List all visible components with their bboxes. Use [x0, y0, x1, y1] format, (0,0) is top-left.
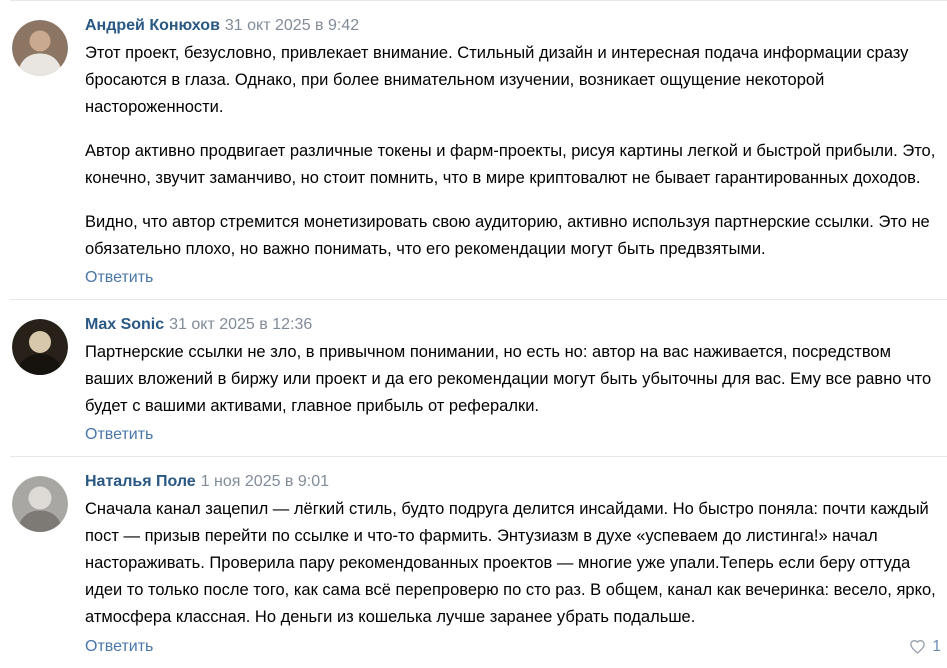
avatar-photo-placeholder	[12, 476, 68, 532]
comment-paragraph: Видно, что автор стремится монетизировать свою аудиторию, активно используя партнерские ссылки. Это не обязательно плохо, но важно понимать, что его рекомендации могут быть предвзятыми.	[85, 213, 930, 258]
comment-author[interactable]: Max Sonic	[85, 316, 165, 333]
like-button[interactable]	[908, 637, 941, 656]
comment	[0, 300, 947, 456]
avatar[interactable]	[12, 20, 68, 76]
comment-body	[85, 16, 939, 299]
reply-button[interactable]: Ответить	[85, 637, 154, 655]
heart-icon	[908, 637, 927, 656]
comment-date[interactable]: 1 ноя 2025 в 9:01	[200, 473, 330, 490]
comment-paragraph: Партнерские ссылки не зло, в привычном понимании, но есть но: автор на вас наживается, посредством ваших вложений в биржу или проект и да его рекомендации могут быть убыточны для вас. Ему все равно что будет с вашими активами, главное прибыль от рефералки.	[85, 343, 932, 415]
comment-body	[85, 315, 939, 456]
comment-text	[85, 339, 939, 420]
avatar-photo-placeholder	[12, 20, 68, 76]
like-count: 1	[932, 637, 941, 655]
avatar-head	[30, 31, 51, 52]
comment-author[interactable]: Наталья Поле	[85, 473, 196, 490]
comment-paragraph: Автор активно продвигает различные токены и фарм-проекты, рисуя картины легкой и быстрой прибыли. Это, конечно, звучит заманчиво, но стоит помнить, что в мире криптовалют не бывает гарантированных доходов.	[85, 142, 936, 187]
avatar-head	[29, 331, 51, 353]
comment-header	[85, 315, 939, 335]
comment-author[interactable]: Андрей Конюхов	[85, 17, 220, 34]
comment-actions	[85, 426, 939, 456]
comment-actions	[85, 637, 939, 668]
reply-button[interactable]: Ответить	[85, 269, 154, 286]
comment-paragraph: Этот проект, безусловно, привлекает внимание. Стильный дизайн и интересная подача информации сразу бросаются в глаза. Однако, при более внимательном изучении, возникает ощущение некоторой настороженности.	[85, 44, 909, 116]
comment	[0, 457, 947, 668]
avatar[interactable]	[12, 476, 68, 532]
comment-paragraph: Сначала канал зацепил — лёгкий стиль, будто подруга делится инсайдами. Но быстро поняла: почти каждый пост — призыв перейти по ссылке и что-то фармить. Энтузиазм в духе «успеваем до листинга!» начал настораживать. Проверила пару рекомендованных проектов — многие уже упали.Теперь если беру оттуда идеи то только после того, как сама всё перепроверю по сто раз. В общем, канал как вечеринка: весело, ярко, атмосфера классная. Но деньги из кошелька лучше заранее убрать подальше.	[85, 500, 936, 626]
comment	[0, 1, 947, 299]
avatar[interactable]	[12, 319, 68, 375]
comment-actions	[85, 269, 939, 299]
comment-date[interactable]: 31 окт 2025 в 9:42	[224, 17, 360, 34]
comment-date[interactable]: 31 окт 2025 в 12:36	[169, 316, 313, 333]
avatar-head	[29, 487, 52, 510]
comment-body	[85, 472, 939, 668]
comment-header	[85, 16, 939, 36]
avatar-photo-placeholder	[12, 319, 68, 375]
comment-text	[85, 40, 939, 263]
comment-text	[85, 496, 939, 631]
reply-button[interactable]: Ответить	[85, 426, 154, 443]
comment-header	[85, 472, 939, 492]
